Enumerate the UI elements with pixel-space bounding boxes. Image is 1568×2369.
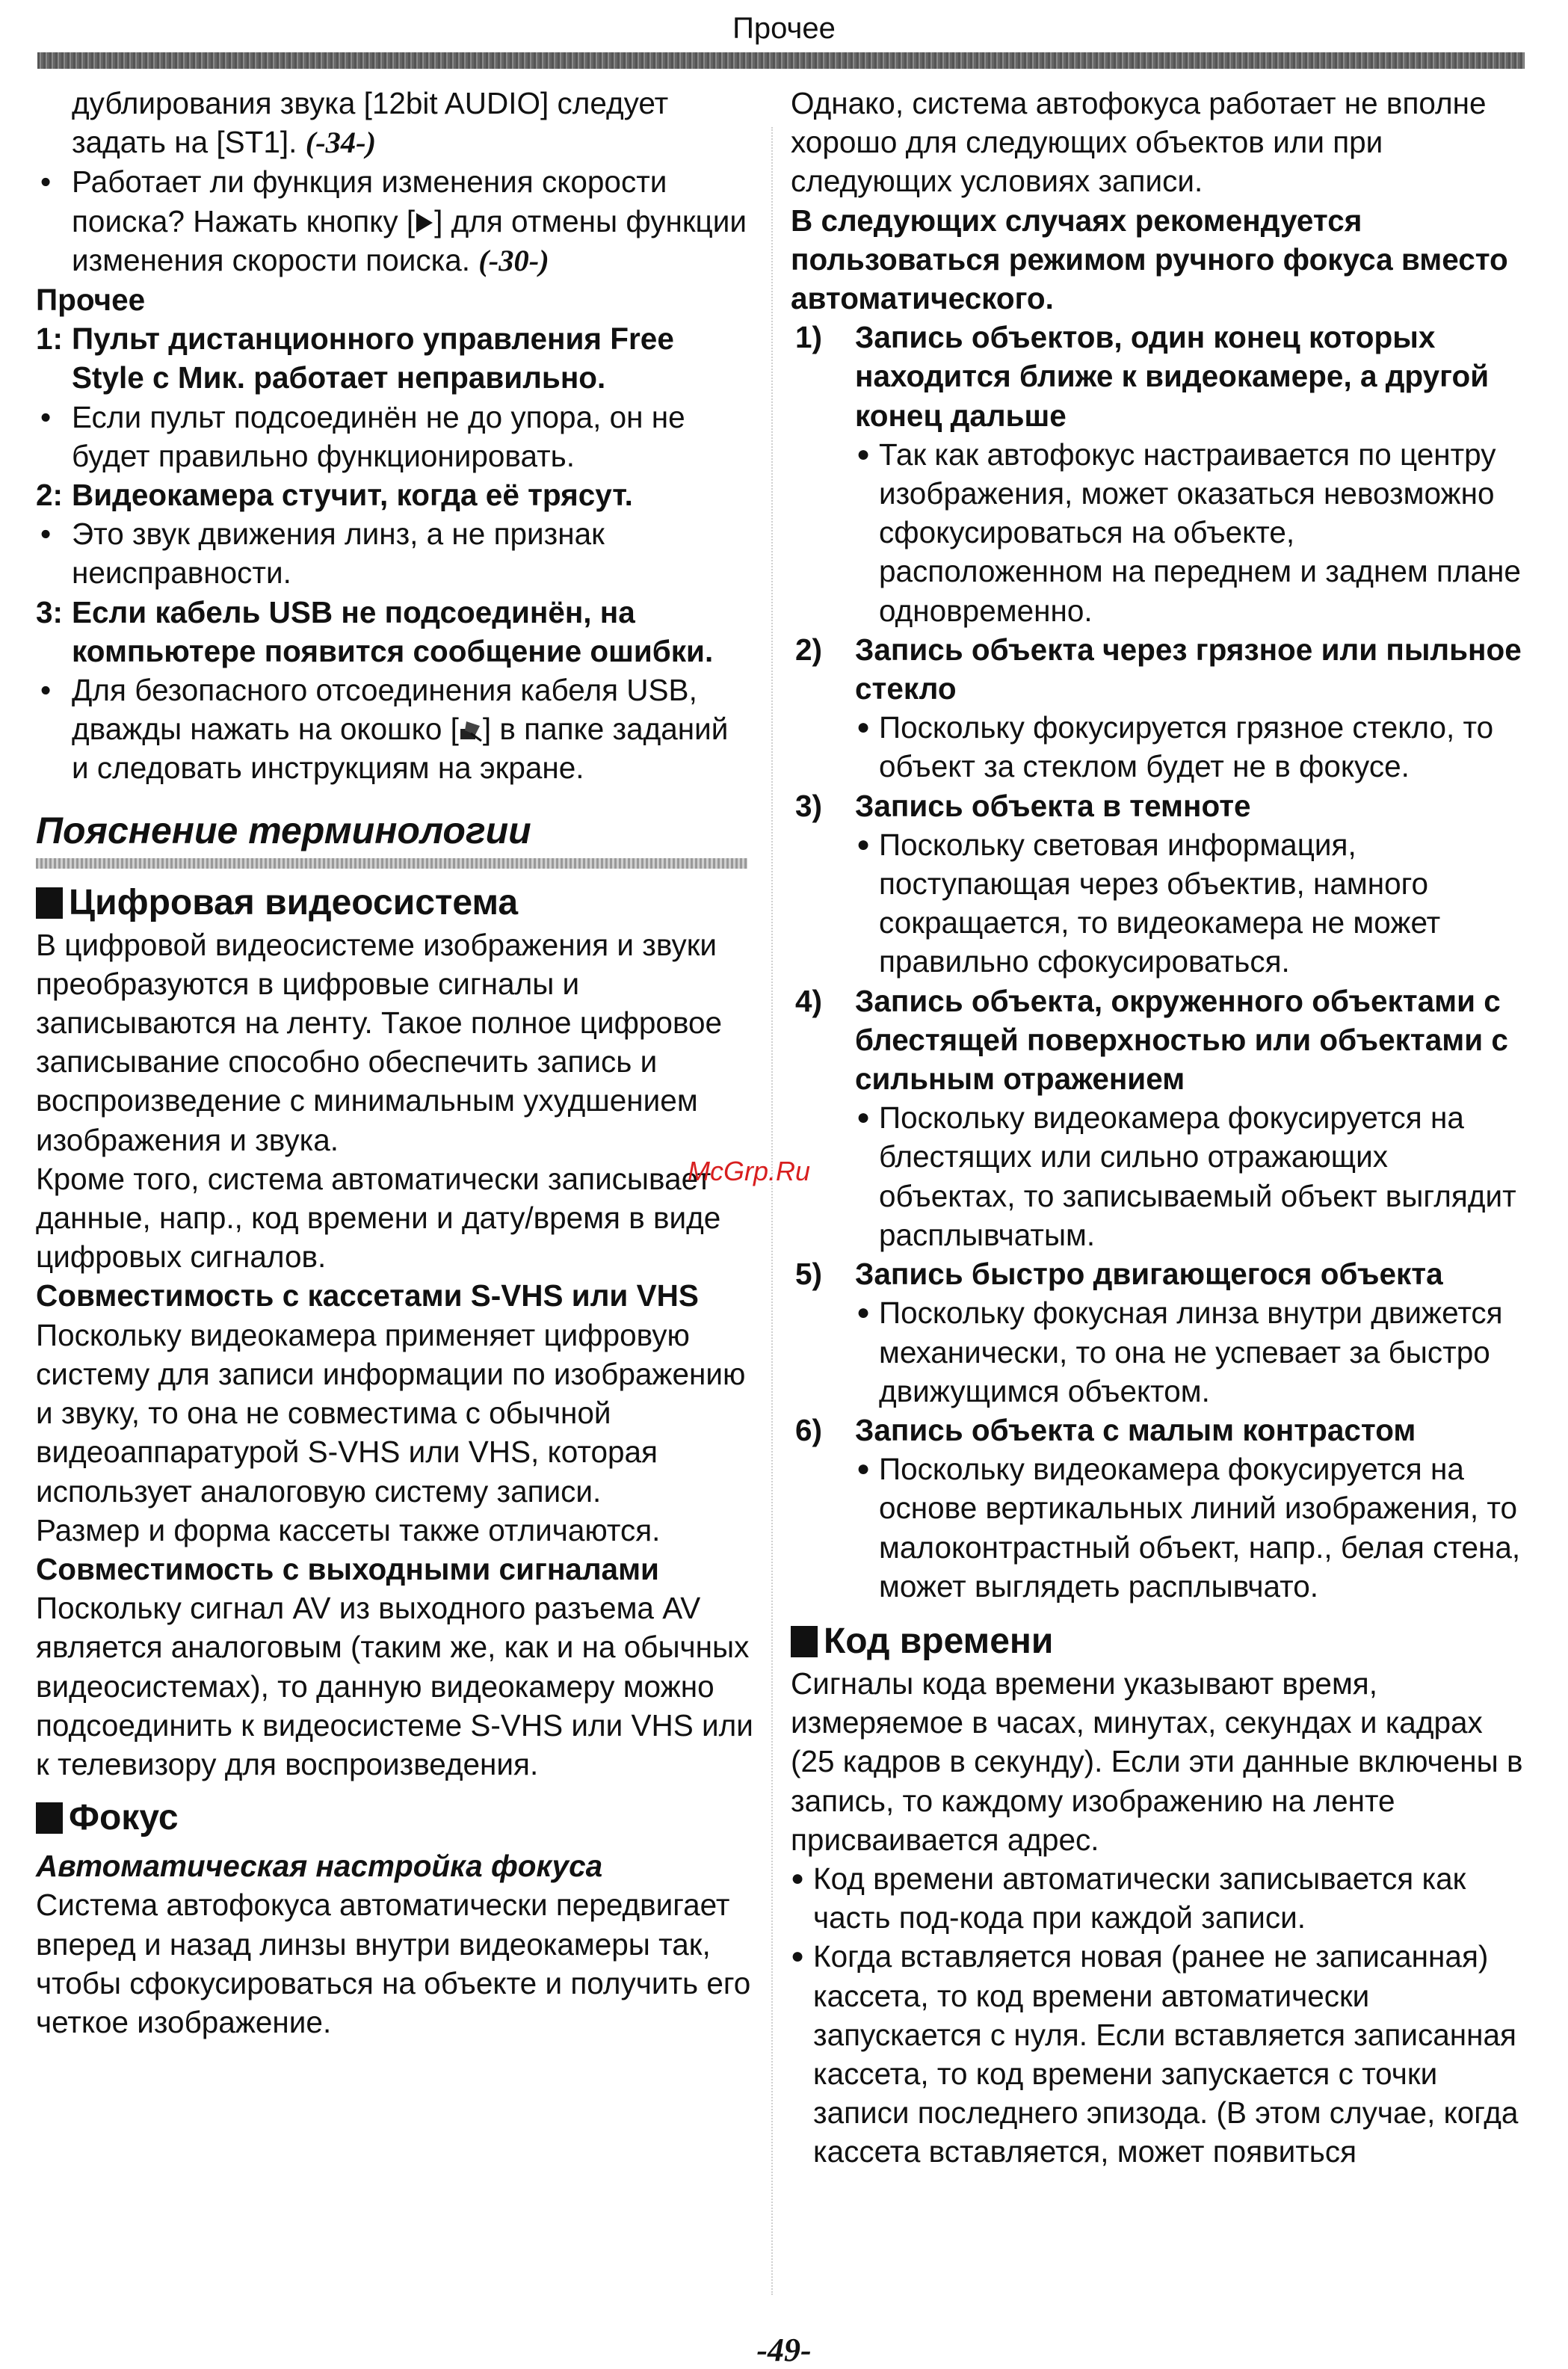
right-column	[791, 84, 1527, 2172]
item-3-heading: 3: Если кабель USB не подсоединён, на компьютере появится сообщение ошибки.	[36, 594, 714, 668]
heading-digital-video: Цифровая видеосистема	[36, 881, 753, 925]
subheading-output: Совместимость с выходными сигналами	[36, 1551, 659, 1586]
case-4-heading: 4) Запись объекта, окруженного объектами с блестящей поверхностью или объектами с сильным отражением	[795, 983, 1508, 1097]
square-marker-icon	[36, 1802, 63, 1834]
item-3-bullet: • Для безопасного отсоединения кабеля USB, дважды нажать на окошко [ ] в папке заданий и следовать инструкциям на экране.	[36, 671, 753, 788]
time-code-bullet-1: ● Код времени автоматически записывается как часть под-кода при каждой записи.	[791, 1859, 1527, 1937]
case-4-text: ● Поскольку видеокамера фокусируется на блестящих или сильно отражающих объектах, то записываемый объект выглядит расплывчатым.	[791, 1098, 1527, 1254]
paragraph-svhs: Поскольку видеокамера применяет цифровую систему для записи информации по изображению и звуку, то она не совместима с обычной видеоаппаратурой S-VHS или VHS, которая использует аналоговую систему записи.	[36, 1317, 746, 1509]
section-rule	[36, 858, 747, 869]
paragraph-digital-1: В цифровой видеосистеме изображения и звуки преобразуются в цифровые сигналы и записываются на ленту. Такое полное цифровое записывание способно обеспечить запись и воспроизведение с минимальным ухудшением изображения и звука.	[36, 927, 723, 1157]
time-code-bullet-2: ● Когда вставляется новая (ранее не записанная) кассета, то код времени автоматически запускается с нуля. Если вставляется записанная кассета, то код времени запускается с точки записи последнего эпизода. (В этом случае, когда кассета вставляется, может появиться	[791, 1937, 1527, 2171]
item-2-bullet: • Это звук движения линз, а не признак неисправности.	[36, 514, 753, 592]
page-header-title: Прочее	[732, 12, 836, 45]
case-3-text: ● Поскольку световая информация, поступающая через объектив, намного сокращается, то видеокамера не может правильно сфокусироваться.	[791, 825, 1527, 982]
play-icon	[416, 213, 433, 232]
watermark: McGrp.Ru	[688, 1156, 811, 1186]
left-column	[36, 84, 753, 2042]
header-rule	[37, 52, 1525, 69]
paragraph-intro: Однако, система автофокуса работает не вполне хорошо для следующих объектов или при следующих условиях записи.	[791, 86, 1487, 199]
column-divider	[771, 127, 773, 2295]
page-ref[interactable]: (-30-)	[478, 243, 549, 277]
paragraph-output: Поскольку сигнал AV из выходного разъема AV является аналоговым (таким же, как и на обычных видеосистемах), то данную видеокамеру можно подсоединить к видеосистеме S-VHS или VHS или к телевизору для воспроизведения.	[36, 1591, 753, 1781]
subheading-svhs: Совместимость с кассетами S-VHS или VHS	[36, 1278, 699, 1313]
paragraph-intro-bold: В следующих случаях рекомендуется пользоваться режимом ручного фокуса вместо автоматического.	[791, 203, 1508, 316]
square-marker-icon	[36, 887, 63, 919]
square-marker-icon	[791, 1626, 818, 1657]
paragraph-autofocus: Система автофокуса автоматически передвигает вперед и назад линзы внутри видеокамеры так, чтобы сфокусироваться на объекте и получить его четкое изображение.	[36, 1888, 751, 2039]
case-2-text: ● Поскольку фокусируется грязное стекло, то объект за стеклом будет не в фокусе.	[791, 708, 1527, 786]
item-1-heading: 1: Пульт дистанционного управления Free Style с Мик. работает неправильно.	[36, 321, 674, 395]
case-6-text: ● Поскольку видеокамера фокусируется на основе вертикальных линий изображения, то малоконтрастный объект, напр., белая стена, может выглядеть расплывчато.	[791, 1450, 1527, 1606]
item-1-bullet: • Если пульт подсоединён не до упора, он не будет правильно функционировать.	[36, 398, 753, 475]
heading-time-code: Код времени	[791, 1619, 1527, 1664]
safely-remove-hardware-icon	[459, 718, 483, 744]
bullet-search-speed: • Работает ли функция изменения скорости поиска? Нажать кнопку [ ] для отмены функции изменения скорости поиска. (-30-)	[36, 162, 753, 280]
paragraph-time-code: Сигналы кода времени указывают время, измеряемое в часах, минутах, секундах и кадрах (25 кадров в секунду). Если эти данные включены в запись, то каждому изображению на ленте присваивается адрес.	[791, 1666, 1523, 1857]
page-number: -49-	[756, 2332, 812, 2368]
subheading-autofocus: Автоматическая настройка фокуса	[36, 1849, 603, 1884]
case-1-heading: 1) Запись объектов, один конец которых находится ближе к видеокамере, а другой конец дальше	[795, 320, 1490, 433]
case-2-heading: 2) Запись объекта через грязное или пыльное стекло	[795, 632, 1522, 706]
case-6-heading: 6) Запись объекта с малым контрастом	[795, 1412, 1416, 1447]
heading-focus: Фокус	[36, 1796, 753, 1840]
case-3-heading: 3) Запись объекта в темноте	[795, 788, 1251, 823]
paragraph-digital-2: Кроме того, система автоматически записывает данные, напр., код времени и дату/время в виде цифровых сигналов.	[36, 1161, 721, 1275]
case-5-heading: 5) Запись быстро двигающегося объекта	[795, 1257, 1443, 1292]
item-2-heading: 2: Видеокамера стучит, когда её трясут.	[36, 478, 633, 513]
page-ref[interactable]: (-34-)	[305, 126, 377, 160]
paragraph-svhs-2: Размер и форма кассеты также отличаются.	[36, 1512, 661, 1547]
case-5-text: ● Поскольку фокусная линза внутри движется механически, то она не успевает за быстро движущимся объектом.	[791, 1293, 1527, 1411]
subheading-other: Прочее	[36, 283, 146, 318]
section-title-terminology: Пояснение терминологии	[36, 809, 531, 851]
continuation-text: дублирования звука [12bit AUDIO] следует задать на [ST1]. (-34-)	[72, 86, 669, 160]
case-1-text: ● Так как автофокус настраивается по центру изображения, может оказаться невозможно сфокусироваться на объекте, расположенном на переднем и заднем плане одновременно.	[791, 435, 1527, 630]
